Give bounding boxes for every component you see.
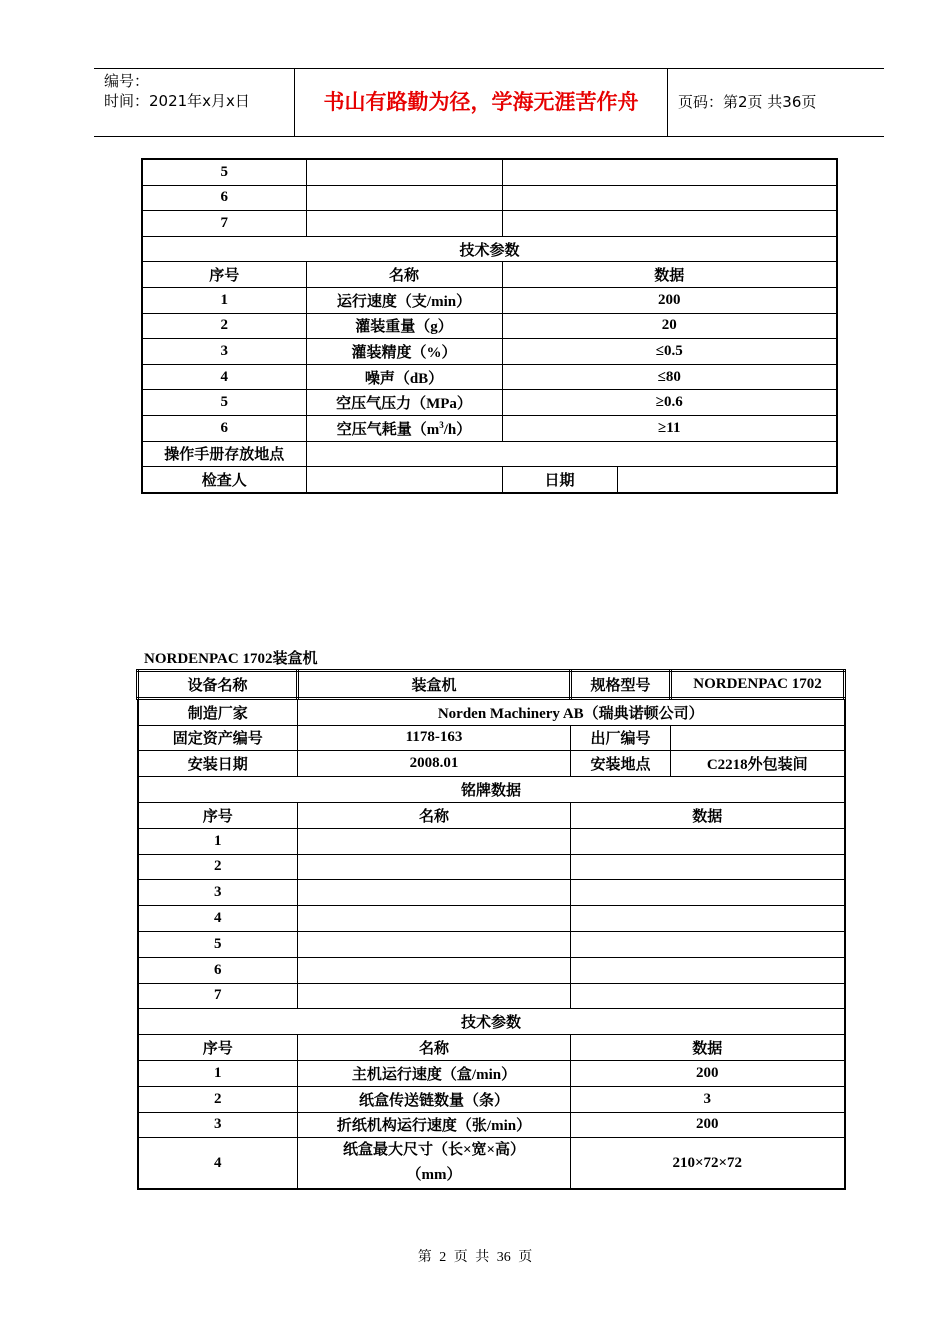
param-name: 折纸机构运行速度（张/min） bbox=[298, 1112, 571, 1138]
nameplate-name-cell bbox=[298, 931, 571, 957]
row-number: 3 bbox=[142, 339, 306, 365]
table-row bbox=[138, 1060, 845, 1086]
param-value: ≥11 bbox=[502, 415, 837, 441]
section-title-row bbox=[142, 236, 837, 262]
table-row bbox=[142, 185, 837, 211]
asset-row bbox=[138, 725, 845, 751]
row-number: 6 bbox=[142, 415, 306, 441]
nameplate-value-cell bbox=[571, 906, 845, 932]
table-row bbox=[142, 339, 837, 365]
row-number: 3 bbox=[138, 880, 298, 906]
col-header-value: 数据 bbox=[502, 262, 837, 288]
factory-no-value bbox=[671, 725, 845, 751]
col-header-name: 名称 bbox=[298, 802, 571, 828]
nameplate-value-cell bbox=[502, 211, 837, 237]
table-row bbox=[138, 828, 845, 854]
col-header-number: 序号 bbox=[142, 262, 306, 288]
install-row bbox=[138, 751, 845, 777]
table-row bbox=[142, 159, 837, 185]
table-row bbox=[138, 1112, 845, 1138]
nameplate-name-cell bbox=[306, 211, 502, 237]
equipment-name-row bbox=[138, 671, 845, 699]
row-number: 7 bbox=[138, 983, 298, 1009]
param-name: 噪声（dB） bbox=[306, 364, 502, 390]
col-header-value: 数据 bbox=[571, 1035, 845, 1061]
nameplate-value-cell bbox=[571, 957, 845, 983]
row-number: 1 bbox=[138, 828, 298, 854]
maker-label: 制造厂家 bbox=[138, 698, 298, 725]
nameplate-name-cell bbox=[298, 880, 571, 906]
nameplate-title: 铭牌数据 bbox=[138, 777, 845, 803]
param-name-suffix: /h） bbox=[443, 421, 472, 438]
param-value: 210×72×72 bbox=[571, 1138, 845, 1190]
model-label: 规格型号 bbox=[571, 671, 671, 699]
manual-location-label: 操作手册存放地点 bbox=[142, 441, 306, 467]
equipment-table-2 bbox=[136, 669, 846, 1190]
page-header bbox=[94, 68, 884, 137]
asset-value: 1178-163 bbox=[298, 725, 571, 751]
maker-row bbox=[138, 698, 845, 725]
row-number: 1 bbox=[138, 1060, 298, 1086]
param-value: ≥0.6 bbox=[502, 390, 837, 416]
nameplate-value-cell bbox=[502, 159, 837, 185]
column-header-row bbox=[138, 802, 845, 828]
manual-location-row bbox=[142, 441, 837, 467]
col-header-number: 序号 bbox=[138, 802, 298, 828]
row-number: 2 bbox=[138, 1086, 298, 1112]
location-label: 安装地点 bbox=[571, 751, 671, 777]
table-row bbox=[138, 906, 845, 932]
table-row bbox=[138, 983, 845, 1009]
nameplate-value-cell bbox=[571, 854, 845, 880]
param-name: 灌装精度（%） bbox=[306, 339, 502, 365]
section-title-row bbox=[138, 1009, 845, 1035]
nameplate-name-cell bbox=[298, 828, 571, 854]
param-name-line2: （mm） bbox=[406, 1167, 462, 1184]
nameplate-name-cell bbox=[298, 854, 571, 880]
row-number: 1 bbox=[142, 287, 306, 313]
col-header-name: 名称 bbox=[298, 1035, 571, 1061]
document-time: 时间：2021年x月x日 bbox=[104, 92, 250, 110]
nameplate-name-cell bbox=[306, 185, 502, 211]
param-value: 20 bbox=[502, 313, 837, 339]
maker-value: Norden Machinery AB（瑞典诺顿公司） bbox=[298, 698, 845, 725]
manual-location-value bbox=[306, 441, 837, 467]
row-number: 3 bbox=[138, 1112, 298, 1138]
header-meta bbox=[104, 71, 250, 111]
inspector-value bbox=[306, 467, 502, 493]
col-header-name: 名称 bbox=[306, 262, 502, 288]
nameplate-value-cell bbox=[571, 828, 845, 854]
param-name-prefix: 空压气耗量（m bbox=[336, 421, 440, 438]
row-number: 4 bbox=[138, 1138, 298, 1190]
document-number-label: 编号： bbox=[104, 72, 150, 90]
param-name bbox=[306, 415, 502, 441]
param-value: 200 bbox=[571, 1112, 845, 1138]
row-number: 6 bbox=[142, 185, 306, 211]
table-row bbox=[138, 957, 845, 983]
row-number: 2 bbox=[138, 854, 298, 880]
equipment-table-1 bbox=[141, 158, 838, 494]
param-name: 纸盒传送链数量（条） bbox=[298, 1086, 571, 1112]
inspector-label: 检查人 bbox=[142, 467, 306, 493]
col-header-value: 数据 bbox=[571, 802, 845, 828]
param-name-superscript: 3 bbox=[439, 419, 444, 430]
param-name-line1: 纸盒最大尺寸（长×宽×高） bbox=[342, 1142, 526, 1159]
nameplate-value-cell bbox=[571, 931, 845, 957]
equip-name-label: 设备名称 bbox=[138, 671, 298, 699]
row-number: 5 bbox=[138, 931, 298, 957]
param-name: 空压气压力（MPa） bbox=[306, 390, 502, 416]
header-page-info: 页码：第2页 共36页 bbox=[678, 93, 817, 111]
table-row bbox=[142, 313, 837, 339]
header-divider bbox=[667, 69, 668, 136]
location-value: C2218外包装间 bbox=[671, 751, 845, 777]
section-title-row bbox=[138, 777, 845, 803]
param-value: 3 bbox=[571, 1086, 845, 1112]
install-date-label: 安装日期 bbox=[138, 751, 298, 777]
table-row bbox=[138, 1086, 845, 1112]
nameplate-name-cell bbox=[306, 159, 502, 185]
header-motto: 书山有路勤为径，学海无涯苦作舟 bbox=[323, 90, 639, 114]
nameplate-name-cell bbox=[298, 906, 571, 932]
nameplate-name-cell bbox=[298, 957, 571, 983]
column-header-row bbox=[138, 1035, 845, 1061]
row-number: 5 bbox=[142, 159, 306, 185]
inspector-row bbox=[142, 467, 837, 493]
param-name: 灌装重量（g） bbox=[306, 313, 502, 339]
date-value bbox=[617, 467, 837, 493]
param-value: 200 bbox=[571, 1060, 845, 1086]
param-value: 200 bbox=[502, 287, 837, 313]
row-number: 4 bbox=[138, 906, 298, 932]
table-row bbox=[142, 415, 837, 441]
row-number: 7 bbox=[142, 211, 306, 237]
asset-label: 固定资产编号 bbox=[138, 725, 298, 751]
model-value: NORDENPAC 1702 bbox=[671, 671, 845, 699]
page-footer: 第 2 页 共 36 页 bbox=[417, 1250, 533, 1265]
tech-params-title: 技术参数 bbox=[142, 236, 837, 262]
param-value: ≤0.5 bbox=[502, 339, 837, 365]
param-name: 主机运行速度（盒/min） bbox=[298, 1060, 571, 1086]
col-header-number: 序号 bbox=[138, 1035, 298, 1061]
nameplate-name-cell bbox=[298, 983, 571, 1009]
table-row bbox=[142, 364, 837, 390]
table-row bbox=[142, 287, 837, 313]
row-number: 4 bbox=[142, 364, 306, 390]
row-number: 2 bbox=[142, 313, 306, 339]
nameplate-value-cell bbox=[502, 185, 837, 211]
table-row bbox=[138, 931, 845, 957]
nameplate-value-cell bbox=[571, 983, 845, 1009]
machine-title: NORDENPAC 1702装盒机 bbox=[144, 651, 318, 667]
install-date-value: 2008.01 bbox=[298, 751, 571, 777]
param-name bbox=[298, 1138, 571, 1190]
factory-no-label: 出厂编号 bbox=[571, 725, 671, 751]
param-value: ≤80 bbox=[502, 364, 837, 390]
column-header-row bbox=[142, 262, 837, 288]
table-row bbox=[138, 1138, 845, 1190]
param-name: 运行速度（支/min） bbox=[306, 287, 502, 313]
row-number: 6 bbox=[138, 957, 298, 983]
nameplate-value-cell bbox=[571, 880, 845, 906]
table-row bbox=[142, 390, 837, 416]
row-number: 5 bbox=[142, 390, 306, 416]
tech-params-title: 技术参数 bbox=[138, 1009, 845, 1035]
table-row bbox=[142, 211, 837, 237]
table-row bbox=[138, 880, 845, 906]
equip-name-value: 装盒机 bbox=[298, 671, 571, 699]
table-row bbox=[138, 854, 845, 880]
date-label: 日期 bbox=[502, 467, 617, 493]
